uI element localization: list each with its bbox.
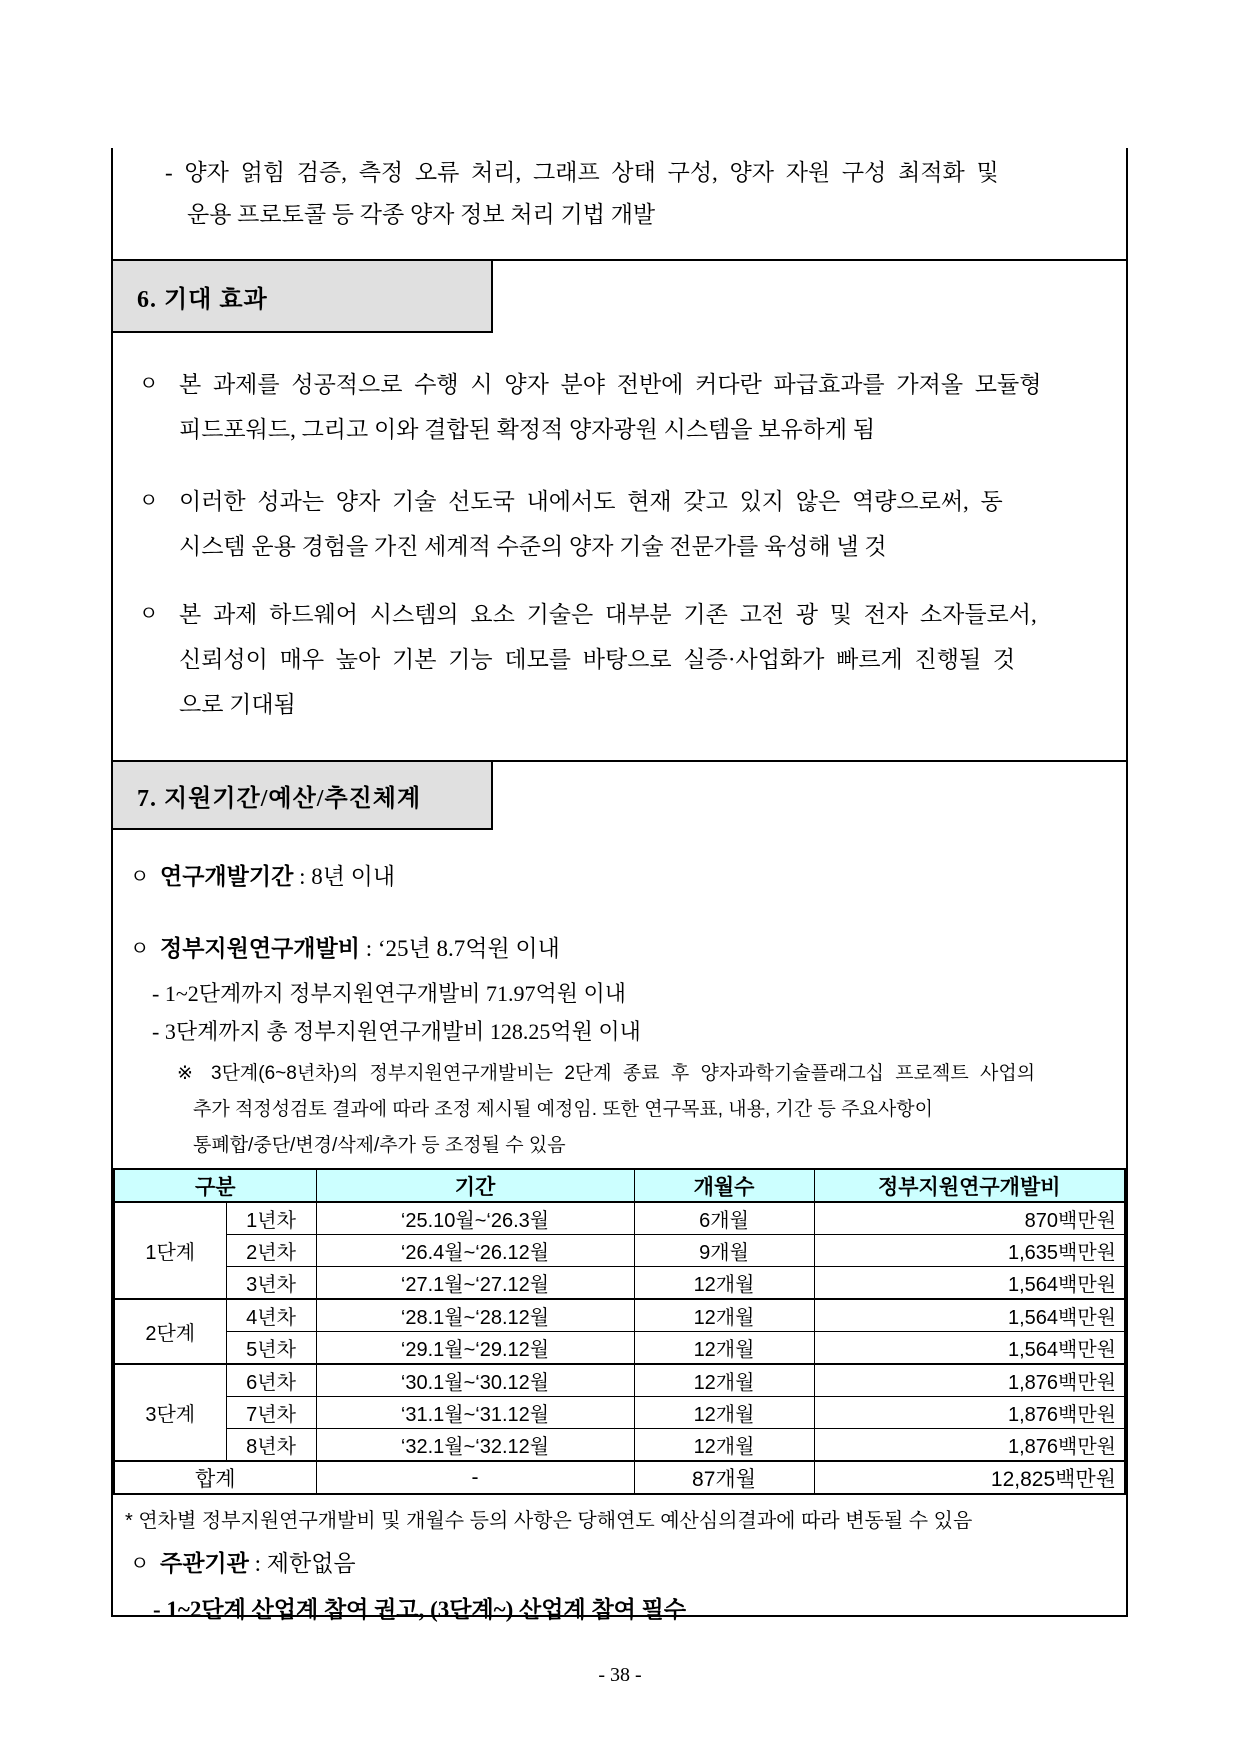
rnd-period-label: 연구개발기간 <box>160 864 294 889</box>
top-paragraph <box>113 152 1126 236</box>
months-cell: 12개월 <box>634 1397 814 1429</box>
table-row <box>114 1202 1125 1235</box>
bullet-text: 이러한 성과는 양자 기술 선도국 내에서도 현재 갖고 있지 않은 역량으로써, 동 <box>179 489 1003 514</box>
lead-org-value: : 제한없음 <box>248 1551 356 1576</box>
bullet-line: 으로 기대됨 <box>179 692 296 717</box>
col-header-category: 구분 <box>114 1169 316 1202</box>
year-cell: 2년차 <box>226 1235 316 1267</box>
bullet-marker: ㅇ <box>139 603 159 625</box>
budget-sub-line: - 1~2단계까지 정부지원연구개발비 71.97억원 이내 <box>152 981 627 1006</box>
period-cell: ‘25.10월~‘26.3월 <box>316 1202 634 1235</box>
budget-line <box>113 932 1126 966</box>
months-cell: 12개월 <box>634 1429 814 1462</box>
rnd-period-line <box>113 860 1126 894</box>
note-line <box>113 1056 1126 1092</box>
budget-table <box>113 1168 1126 1495</box>
total-amount-cell: 12,825백만원 <box>814 1461 1125 1494</box>
section7-header-box <box>113 762 493 830</box>
industry-participation-line: - 1~2단계 산업계 참여 권고, (3단계~) 산업계 참여 필수 <box>153 1597 687 1622</box>
bullet-line: 시스템 운용 경험을 가진 세계적 수준의 양자 기술 전문가를 육성해 낼 것 <box>179 534 887 559</box>
period-cell: ‘32.1월~‘32.12월 <box>316 1429 634 1462</box>
months-cell: 12개월 <box>634 1299 814 1332</box>
section6-bullet-1 <box>113 362 1126 452</box>
table-row <box>114 1397 1125 1429</box>
table-row <box>114 1267 1125 1300</box>
section7-header-row <box>113 760 1126 830</box>
content-box <box>111 148 1128 1622</box>
paragraph-line: - 양자 얽힘 검증, 측정 오류 처리, 그래프 상태 구성, 양자 자원 구성 최적화 및 <box>165 160 999 185</box>
period-cell: ‘30.1월~‘30.12월 <box>316 1364 634 1397</box>
year-cell: 6년차 <box>226 1364 316 1397</box>
bullet-text: 본 과제 하드웨어 시스템의 요소 기술은 대부분 기존 고전 광 및 전자 소자들로서, <box>179 602 1037 627</box>
stage-cell: 1단계 <box>114 1202 226 1299</box>
months-cell: 6개월 <box>634 1202 814 1235</box>
table-row <box>114 1299 1125 1332</box>
stage-cell: 2단계 <box>114 1299 226 1364</box>
total-label-cell: 합계 <box>114 1461 316 1494</box>
table-header-row <box>114 1169 1125 1202</box>
col-header-period: 기간 <box>316 1169 634 1202</box>
months-cell: 12개월 <box>634 1267 814 1300</box>
total-period-cell: - <box>316 1461 634 1494</box>
year-cell: 7년차 <box>226 1397 316 1429</box>
section6-header-row <box>113 259 1126 333</box>
table-total-row <box>114 1461 1125 1494</box>
section6-header-box <box>113 261 493 333</box>
section7-title: 7. 지원기간/예산/추진체계 <box>137 785 422 812</box>
reference-mark: ※ <box>177 1063 193 1084</box>
budget-sub-line: - 3단계까지 총 정부지원연구개발비 128.25억원 이내 <box>152 1019 641 1044</box>
bullet-marker: ㅇ <box>130 866 150 888</box>
months-cell: 12개월 <box>634 1332 814 1365</box>
bullet-line <box>113 592 1126 637</box>
rnd-period-value: : 8년 이내 <box>293 864 396 889</box>
bullet-marker: ㅇ <box>130 938 150 960</box>
col-header-amount: 정부지원연구개발비 <box>814 1169 1125 1202</box>
table-row <box>114 1332 1125 1365</box>
bullet-text: 본 과제를 성공적으로 수행 시 양자 분야 전반에 커다란 파급효과를 가져올 모듈형 <box>179 372 1042 397</box>
amount-cell: 870백만원 <box>814 1202 1125 1235</box>
year-cell: 1년차 <box>226 1202 316 1235</box>
bullet-marker: ㅇ <box>139 373 159 395</box>
year-cell: 8년차 <box>226 1429 316 1462</box>
stage-cell: 3단계 <box>114 1364 226 1461</box>
bullet-line: 피드포워드, 그리고 이와 결합된 확정적 양자광원 시스템을 보유하게 됨 <box>179 417 876 442</box>
period-cell: ‘27.1월~‘27.12월 <box>316 1267 634 1300</box>
amount-cell: 1,876백만원 <box>814 1364 1125 1397</box>
paragraph-line: 운용 프로토콜 등 각종 양자 정보 처리 기법 개발 <box>187 202 656 227</box>
period-cell: ‘31.1월~‘31.12월 <box>316 1397 634 1429</box>
period-cell: ‘26.4월~‘26.12월 <box>316 1235 634 1267</box>
amount-cell: 1,635백만원 <box>814 1235 1125 1267</box>
table-footnote: * 연차별 정부지원연구개발비 및 개월수 등의 사항은 당해연도 예산심의결과에 따라 변동될 수 있음 <box>125 1510 973 1532</box>
section6-bullet-3 <box>113 592 1126 727</box>
table-row <box>114 1429 1125 1462</box>
total-months-cell: 87개월 <box>634 1461 814 1494</box>
budget-value: : ‘25년 8.7억원 이내 <box>359 936 560 961</box>
year-cell: 3년차 <box>226 1267 316 1300</box>
bullet-marker: ㅇ <box>130 1553 150 1575</box>
section6-bullet-2 <box>113 479 1126 569</box>
amount-cell: 1,876백만원 <box>814 1429 1125 1462</box>
table-row <box>114 1235 1125 1267</box>
lead-org-label: 주관기관 <box>160 1551 249 1576</box>
year-cell: 4년차 <box>226 1299 316 1332</box>
budget-label: 정부지원연구개발비 <box>160 936 360 961</box>
section6-title: 6. 기대 효과 <box>137 286 268 313</box>
note-line: 통폐합/중단/변경/삭제/추가 등 조정될 수 있음 <box>193 1135 566 1156</box>
amount-cell: 1,564백만원 <box>814 1299 1125 1332</box>
period-cell: ‘29.1월~‘29.12월 <box>316 1332 634 1365</box>
period-cell: ‘28.1월~‘28.12월 <box>316 1299 634 1332</box>
amount-cell: 1,564백만원 <box>814 1332 1125 1365</box>
bullet-marker: ㅇ <box>139 490 159 512</box>
bullet-line: 신뢰성이 매우 높아 기본 기능 데모를 바탕으로 실증·사업화가 빠르게 진행될 것 <box>179 647 1016 672</box>
table-row <box>114 1364 1125 1397</box>
amount-cell: 1,564백만원 <box>814 1267 1125 1300</box>
note-line: 추가 적정성검토 결과에 따라 조정 제시될 예정임. 또한 연구목표, 내용, 기간 등 주요사항이 <box>193 1099 933 1120</box>
months-cell: 9개월 <box>634 1235 814 1267</box>
months-cell: 12개월 <box>634 1364 814 1397</box>
reference-note <box>113 1056 1126 1164</box>
page-number: - 38 - <box>598 1664 642 1686</box>
year-cell: 5년차 <box>226 1332 316 1365</box>
note-text: 3단계(6~8년차)의 정부지원연구개발비는 2단계 종료 후 양자과학기술플래그십 프로젝트 사업의 <box>211 1063 1036 1084</box>
bullet-line <box>113 362 1126 407</box>
amount-cell: 1,876백만원 <box>814 1397 1125 1429</box>
col-header-months: 개월수 <box>634 1169 814 1202</box>
bullet-line <box>113 479 1126 524</box>
lead-org-line <box>113 1547 1126 1581</box>
